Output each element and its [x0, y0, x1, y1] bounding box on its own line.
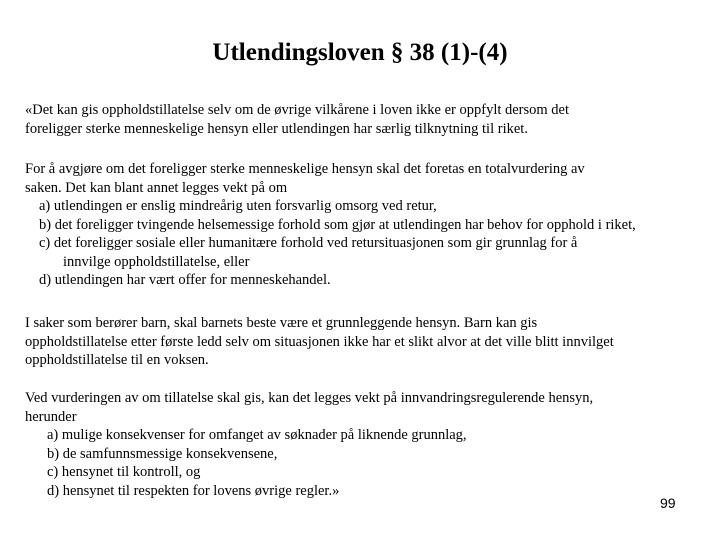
text-line: herunder [25, 408, 77, 425]
text-line: oppholdstillatelse etter første ledd selv om situasjonen ikke har et slikt alvor at det ville blitt innvilget [25, 333, 614, 350]
paragraph-immigration [25, 389, 705, 500]
list-item: b) de samfunnsmessige konsekvensene, [47, 445, 278, 462]
text-line: «Det kan gis oppholdstillatelse selv om de øvrige vilkårene i loven ikke er oppfylt dersom det [25, 102, 570, 118]
list-item: c) det foreligger sosiale eller humanitære forhold ved retursituasjonen som gir grunnlag for å [39, 235, 578, 251]
page-number: 99 [660, 495, 676, 511]
list-item-continuation: innvilge oppholdstillatelse, eller [63, 253, 250, 270]
list-item: d) hensynet til respekten for lovens øvrige regler.» [47, 482, 340, 499]
text-line: foreligger sterke menneskelige hensyn eller utlendingen har særlig tilknytning til riket. [25, 120, 528, 137]
paragraph-intro [25, 101, 705, 138]
text-line: saken. Det kan blant annet legges vekt på om [25, 179, 288, 196]
slide-title: Utlendingsloven § 38 (1)-(4) [212, 39, 508, 66]
text-line: oppholdstillatelse til en voksen. [25, 352, 209, 368]
paragraph-children [25, 314, 705, 370]
list-item: b) det foreligger tvingende helsemessige forhold som gjør at utlendingen har behov for opphold i riket, [39, 216, 636, 233]
text-line: For å avgjøre om det foreligger sterke menneskelige hensyn skal det foretas en totalvurdering av [25, 161, 585, 177]
paragraph-assessment [25, 160, 705, 290]
list-item: a) mulige konsekvenser for omfanget av søknader på liknende grunnlag, [47, 427, 467, 443]
list-item: c) hensynet til kontroll, og [47, 464, 201, 480]
list-item: a) utlendingen er enslig mindreårig uten forsvarlig omsorg ved retur, [39, 198, 437, 214]
text-line: Ved vurderingen av om tillatelse skal gis, kan det legges vekt på innvandringsregulerende hensyn, [25, 390, 594, 406]
text-line: I saker som berører barn, skal barnets beste være et grunnleggende hensyn. Barn kan gis [25, 315, 538, 331]
list-item: d) utlendingen har vært offer for menneskehandel. [39, 272, 331, 288]
